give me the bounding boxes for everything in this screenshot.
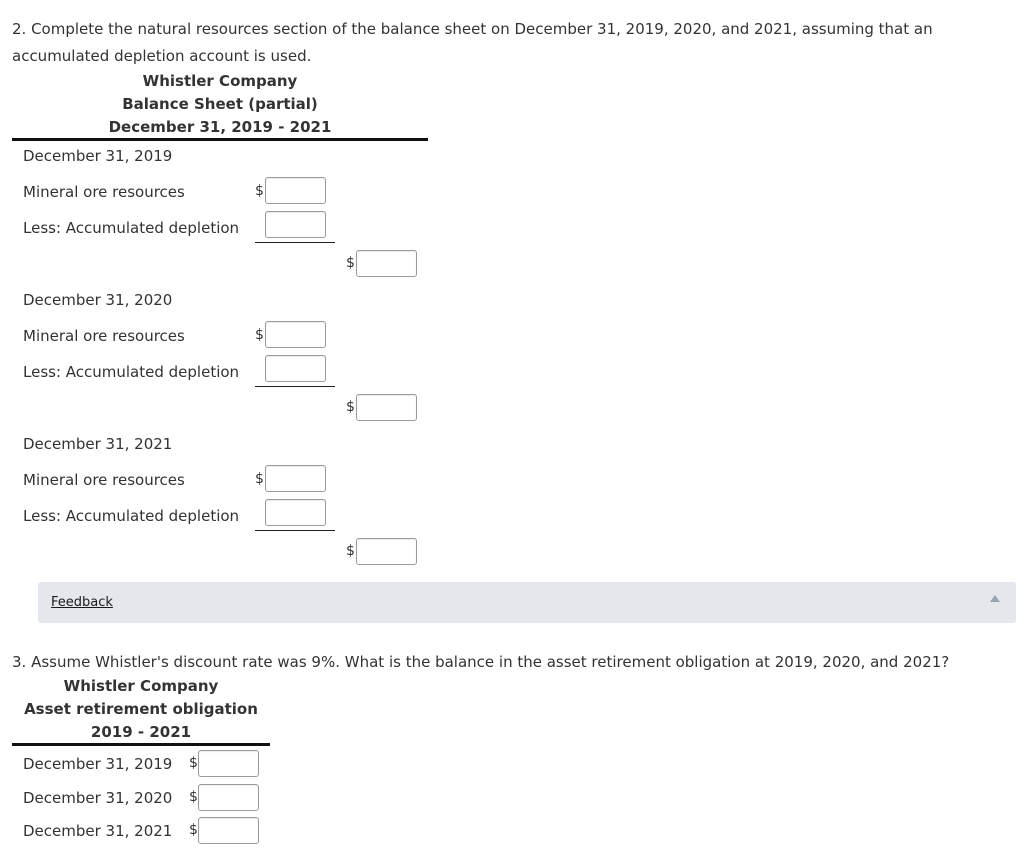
dollar-sign: $ xyxy=(189,755,198,771)
q2-header-rule xyxy=(12,138,428,141)
dollar-sign: $ xyxy=(346,543,355,559)
q2-depletion-label-2019: Less: Accumulated depletion xyxy=(23,219,240,237)
q3-header-rule xyxy=(12,743,270,746)
q3-row-label-2019: December 31, 2019 xyxy=(23,755,173,773)
dollar-sign: $ xyxy=(189,822,198,838)
subtotal-underline xyxy=(255,242,335,243)
mineral-ore-2021-input[interactable] xyxy=(265,465,326,492)
q2-company-title: Whistler Company xyxy=(142,72,298,90)
feedback-panel xyxy=(38,582,1016,623)
net-mineral-2019-input[interactable] xyxy=(356,250,417,277)
dollar-sign: $ xyxy=(346,255,355,271)
q2-statement-title: Balance Sheet (partial) xyxy=(122,95,318,113)
dollar-sign: $ xyxy=(255,183,264,199)
question-3-text: 3. Assume Whistler's discount rate was 9%. What is the balance in the asset retirement obligation at 2019, 2020, and 2021? xyxy=(12,653,950,671)
expand-triangle-icon[interactable] xyxy=(990,595,1000,602)
q3-period-title: 2019 - 2021 xyxy=(90,723,192,741)
q2-depletion-label-2020: Less: Accumulated depletion xyxy=(23,363,240,381)
subtotal-underline xyxy=(255,530,335,531)
q2-mineral-label-2019: Mineral ore resources xyxy=(23,183,185,201)
dollar-sign: $ xyxy=(255,471,264,487)
feedback-link[interactable]: Feedback xyxy=(51,595,113,610)
question-2-text: 2. Complete the natural resources section of the balance sheet on December 31, 2019, 2020, and 2021, assuming that an accumulated depletion account is used. xyxy=(12,20,933,65)
q3-row-label-2020: December 31, 2020 xyxy=(23,789,173,807)
q2-section-date-2021: December 31, 2021 xyxy=(23,435,173,453)
dollar-sign: $ xyxy=(189,789,198,805)
q2-period-title: December 31, 2019 - 2021 xyxy=(108,118,332,136)
subtotal-underline xyxy=(255,386,335,387)
dollar-sign: $ xyxy=(255,327,264,343)
q3-company-title: Whistler Company xyxy=(63,677,219,695)
q2-section-date-2019: December 31, 2019 xyxy=(23,147,173,165)
mineral-ore-2019-input[interactable] xyxy=(265,177,326,204)
aro-2021-input[interactable] xyxy=(198,817,259,844)
net-mineral-2021-input[interactable] xyxy=(356,538,417,565)
accumulated-depletion-2021-input[interactable] xyxy=(265,499,326,526)
aro-2020-input[interactable] xyxy=(198,784,259,811)
aro-2019-input[interactable] xyxy=(198,750,259,777)
q3-statement-title: Asset retirement obligation xyxy=(24,700,258,718)
net-mineral-2020-input[interactable] xyxy=(356,394,417,421)
accumulated-depletion-2020-input[interactable] xyxy=(265,355,326,382)
accumulated-depletion-2019-input[interactable] xyxy=(265,211,326,238)
mineral-ore-2020-input[interactable] xyxy=(265,321,326,348)
q2-section-date-2020: December 31, 2020 xyxy=(23,291,173,309)
dollar-sign: $ xyxy=(346,399,355,415)
q2-mineral-label-2020: Mineral ore resources xyxy=(23,327,185,345)
q2-mineral-label-2021: Mineral ore resources xyxy=(23,471,185,489)
q3-row-label-2021: December 31, 2021 xyxy=(23,822,173,840)
q2-depletion-label-2021: Less: Accumulated depletion xyxy=(23,507,240,525)
